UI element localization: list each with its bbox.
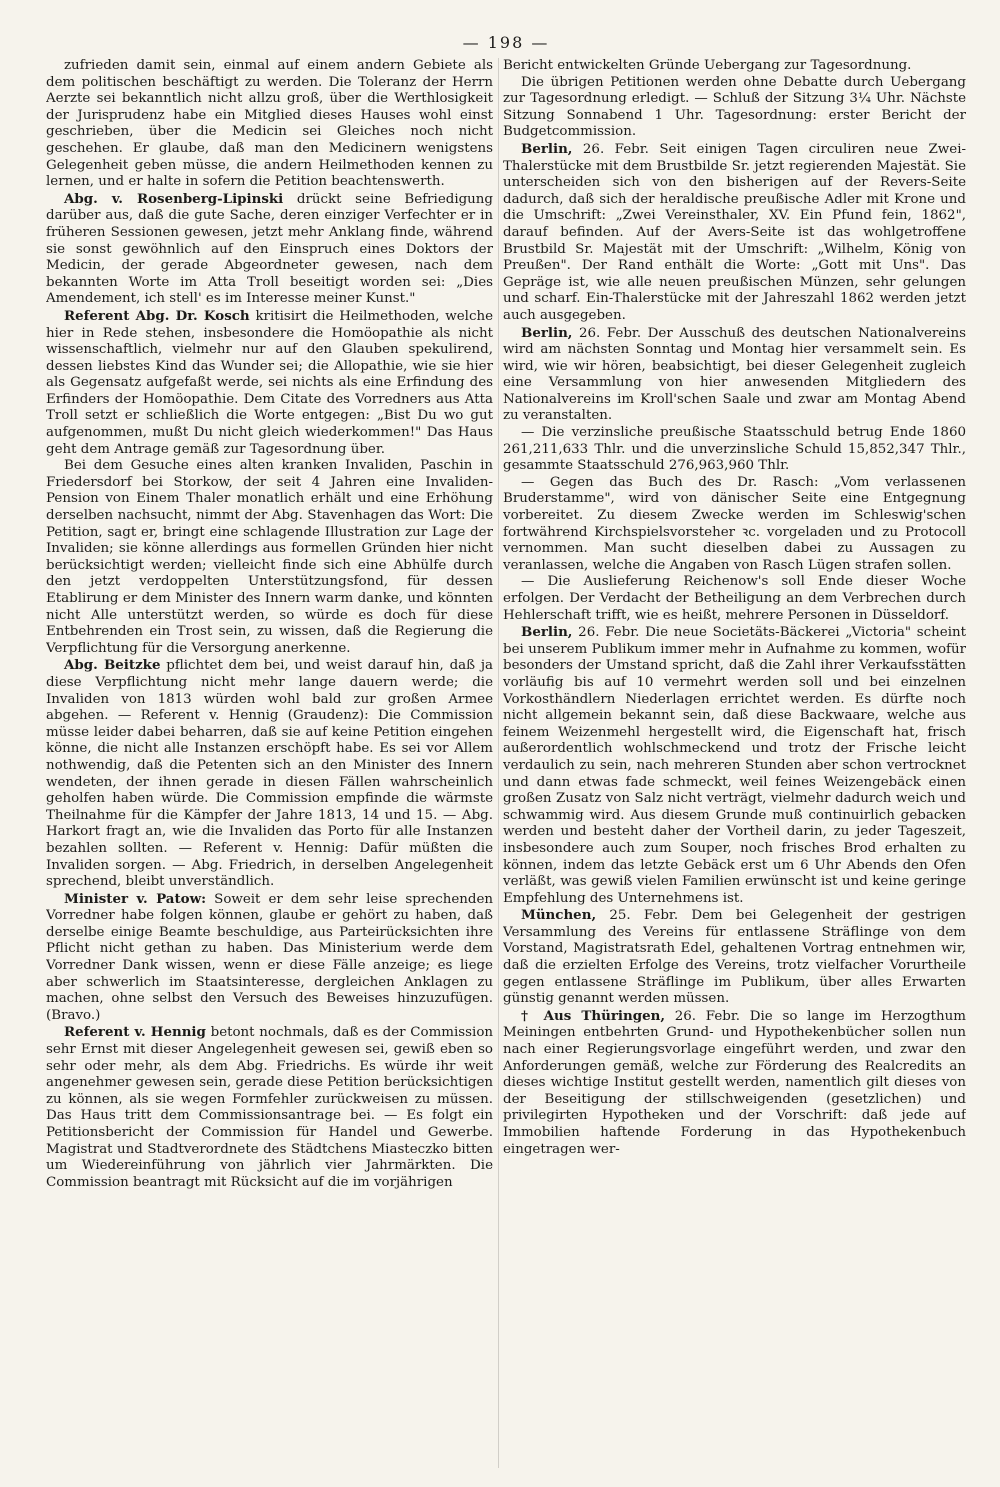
article-paragraph [503,325,966,426]
paragraph-text: 26. Febr. Seit einigen Tagen circuliren neue Zwei-Thalerstücke mit dem Brustbilde Sr. jetzt regierenden Majestät. Sie unterscheiden sich von den bisherigen auf der Revers-Seite dadurch, daß sich der heraldische preußische Adler mit Krone und die Umschrift: „Zwei Vereinsthaler, XV. Ein Pfund fein, 1862", darauf befinden. Auf der Avers-Seite ist das wohlgetroffene Brustbild Sr. Majestät mit der Umschrift: „Wilhelm, König von Preußen". Der Rand enthält die Worte: „Gott mit Uns". Das Gepräge ist, wie alle neuen preußischen Münzen, sehr gelungen und scharf. Ein-Thalerstücke mit der Jahreszahl 1862 werden jetzt auch ausgegeben. [503,141,966,323]
right-column [503,58,966,1468]
paragraph-lead: Berlin, [521,324,573,341]
paragraph-text: 26. Febr. Die so lange im Herzogthum Meiningen entbehrten Grund- und Hypothekenbücher sollen nun nach einer Regierungsvorlage eingeführt werden, und zwar den Anforderungen gemäß, welche zur Förderung des Realcredits an dieses wichtige Institut gestellt werden, namentlich gilt dieses von der Beseitigung der stillschweigenden (gesetzlichen) und privilegirten Hypotheken und der Vorschrift: daß jede auf Immobilien haftende Forderung in das Hypothekenbuch eingetragen wer- [503,1008,966,1157]
article-paragraph [503,574,966,624]
text-columns [46,58,966,1468]
article-paragraph [503,75,966,141]
paragraph-text: kritisirt die Heilmethoden, welche hier in Rede stehen, insbesondere die Homöopathie als nicht wissenschaftlich, vielmehr nur auf den Glauben spekulirend, dessen liebstes Kind das Wunder sei; die Allopathie, wie sie hier als Gegensatz aufgefaßt werde, sei nichts als eine Erfindung des Erfinders der Homöopathie. Dem Citate des Vorredners aus Atta Troll setzt er schließlich die Worte entgegen: „Bist Du wo gut aufgenommen, mußt Du nicht gleich wiederkommen!" Das Haus geht dem Antrage gemäß zur Tagesordnung über. [46,308,493,457]
article-paragraph [503,58,966,75]
page-number: — 198 — [462,33,550,52]
paragraph-text: pflichtet dem bei, und weist darauf hin, daß ja diese Verpflichtung nicht mehr lange dauern werde; die Invaliden von 1813 würden wohl bald zur großen Armee abgehen. — Referent v. Hennig (Graudenz): Die Commission müsse leider dabei beharren, daß sie auf keine Petition eingehen könne, die nicht alle Instanzen erschöpft habe. Es sei vor Allem nothwendig, daß die Petenten sich an den Minister des Innern wendeten, der ihnen gerade in diesen Fällen wahrscheinlich geholfen haben würde. Die Commission empfinde die wärmste Theilnahme für die Kämpfer der Jahre 1813, 14 und 15. — Abg. Harkort fragt an, wie die Invaliden das Porto für alle Instanzen bezahlen sollten. — Referent v. Hennig: Dafür müßten die Invaliden sorgen. — Abg. Friedrich, in derselben Angelegenheit sprechend, bleibt unverständlich. [46,658,493,890]
article-paragraph [503,624,966,907]
article-paragraph [46,891,493,1025]
article-paragraph [503,1008,966,1158]
article-paragraph [503,907,966,1008]
paragraph-text: 26. Febr. Die neue Societäts-Bäckerei „Victoria" scheint bei unserem Publikum immer mehr in Aufnahme zu kommen, wofür besonders der Umstand spricht, daß die Zahl ihrer Verkaufsstätten vorläufig bis auf 10 vermehrt werden soll und bei einzelnen Vorkosthändlern Niederlagen errichtet werden. Es dürfte noch nicht allgemein bekannt sein, daß diese Backwaare, welche aus feinem Weizenmehl hergestellt wird, die Eigenschaft hat, frisch außerordentlich wohlschmeckend und trotz der Frische leicht verdaulich zu sein, nach mehreren Stunden aber schon vertrocknet und dann etwas fade schmeckt, weil feines Weizengebäck einen großen Zusatz von Salz nicht verträgt, vielmehr dadurch weich und schwammig wird. Aus diesem Grunde muß continuirlich gebacken werden und besteht daher der Vortheil darin, zu jeder Tageszeit, insbesondere auch zum Souper, noch frisches Brod erhalten zu können, indem das letzte Gebäck erst um 6 Uhr Abends den Ofen verläßt, was gewiß vielen Familien erwünscht ist und keine geringe Empfehlung des Unternehmens ist. [503,625,966,906]
paragraph-lead: Minister v. Patow: [64,890,207,907]
paragraph-lead: Abg. v. Rosenberg-Lipinski [64,190,284,207]
paragraph-text: Soweit er dem sehr leise sprechenden Vorredner habe folgen können, glaube er gehört zu haben, daß derselbe einige Beamte beschuldige, aus Parteirücksichten ihre Pflicht nicht gethan zu haben. Das Ministerium werde dem Vorredner Dank wissen, wenn er diese Fälle anzeige; es liege aber schwerlich im Staatsinteresse, dergleichen Anklagen zu machen, ohne selbst den Versuch des Beweises hinzuzufügen. (Bravo.) [46,891,493,1023]
paragraph-lead: Berlin, [521,624,573,641]
paragraph-text: Bei dem Gesuche eines alten kranken Invaliden, Paschin in Friedersdorf bei Storkow, der seit 4 Jahren eine Invaliden-Pension von Einem Thaler monatlich erhält und eine Erhöhung derselben nachsucht, nimmt der Abg. Stavenhagen das Wort: Die Petition, sagt er, bringt eine schlagende Illustration zur Lage der Invaliden; sie könne allerdings aus formellen Gründen hier nicht berücksichtigt werden; vielleicht finde sich eine Abhülfe durch den jetzt verdoppelten Unterstützungsfond, für dessen Etablirung er dem Minister des Innern warm danke, und könnten nicht Alle unterstützt werden, so würde es doch für diese Entbehrenden ein Trost sein, zu wissen, daß die Regierung die Verpflichtung für die Versorgung anerkenne. [46,458,493,656]
article-paragraph [503,425,966,475]
article-paragraph [46,458,493,657]
paragraph-lead: Referent v. Hennig [64,1024,206,1041]
paragraph-lead: München, [521,907,597,924]
paragraph-text: Die übrigen Petitionen werden ohne Debatte durch Uebergang zur Tagesordnung erledigt. — Schluß der Sitzung 3¼ Uhr. Nächste Sitzung Sonnabend 1 Uhr. Tagesordnung: erster Bericht der Budgetcommission. [503,74,966,140]
paragraph-text: Bericht entwickelten Gründe Uebergang zur Tagesordnung. [503,58,912,73]
paragraph-text: — Gegen das Buch des Dr. Rasch: „Vom verlassenen Bruderstamme", wird von dänischer Seite eine Entgegnung vorbereitet. Zu diesem Zwecke werden im Schleswig'schen fortwährend Kirchspielsvorsteher ꝛc. vorgeladen und zu Protocoll vernommen. Man sucht dieselben dabei zu Aussagen zu veranlassen, welche die Angaben von Rasch Lügen strafen sollen. [503,474,966,573]
paragraph-text: 25. Febr. Dem bei Gelegenheit der gestrigen Versammlung des Vereins für entlassene Sträflinge von dem Vorstand, Magistratsrath Edel, gehaltenen Vortrag entnehmen wir, daß die erzielten Erfolge des Vereins, trotz vielfacher Vorurtheile gegen entlassene Sträflinge im Publikum, über alles Erwarten günstig genannt werden müssen. [503,908,966,1007]
paragraph-text: drückt seine Befriedigung darüber aus, daß die gute Sache, deren einziger Verfechter er in früheren Sessionen gewesen, jetzt mehr Anklang finde, während sie sonst gewöhnlich auf den Einspruch eines Doktors der Medicin, der gerade Abgeordneter gewesen, nach dem bekannten Worte im Atta Troll beseitigt worden sei: „Dies Amendement, ich stell' es im Interesse meiner Kunst." [46,191,493,307]
paragraph-lead: † Aus Thüringen, [521,1007,666,1024]
paragraph-text: — Die verzinsliche preußische Staatsschuld betrug Ende 1860 261,211,633 Thlr. und die unverzinsliche Schuld 15,852,347 Thlr., gesammte Staatsschuld 276,963,960 Thlr. [503,425,966,474]
article-paragraph [46,191,493,308]
paragraph-text: 26. Febr. Der Ausschuß des deutschen Nationalvereins wird am nächsten Sonntag und Montag hier versammelt sein. Es wird, wie wir hören, beabsichtigt, bei dieser Gelegenheit zugleich eine Versammlung von hier anwesenden Mitgliedern des Nationalvereins im Kroll'schen Saale und zwar am Montag Abend zu veranstalten. [503,325,966,424]
paragraph-text: zufrieden damit sein, einmal auf einem andern Gebiete als dem politischen beschäftigt zu werden. Die Toleranz der Herrn Aerzte sei bekanntlich nicht allzu groß, über die Werthlosigkeit der Jurisprudenz habe ein Mitglied dieses Hauses wohl einst geschrieben, über die Medicin sei Gleiches noch nicht geschehen. Er glaube, daß man den Medicinern wenigstens Gelegenheit geben müsse, die andern Heilmethoden kennen zu lernen, und er halte in sofern die Petition beachtenswerth. [46,58,493,190]
paragraph-text: — Die Auslieferung Reichenow's soll Ende dieser Woche erfolgen. Der Verdacht der Betheiligung an dem Verbrechen durch Hehlerschaft trifft, wie es heißt, mehrere Personen in Düsseldorf. [503,574,966,623]
paragraph-lead: Berlin, [521,140,573,157]
left-column [46,58,493,1468]
paragraph-lead: Abg. Beitzke [64,657,161,674]
article-paragraph [46,657,493,890]
paragraph-text: betont nochmals, daß es der Commission sehr Ernst mit dieser Angelegenheit gewesen sei, gewiß eben so sehr oder mehr, als dem Abg. Friedrichs. Es würde ihr weit angenehmer gewesen sein, gerade diese Petition berücksichtigen zu können, als sie wegen Formfehler zurückweisen zu müssen. Das Haus tritt dem Commissionsantrage bei. — Es folgt ein Petitionsbericht der Commission für Handel und Gewerbe. Magistrat und Stadtverordnete des Städtchens Miasteczko bitten um Wiedereinführung von jährlich vier Jahrmärkten. Die Commission beantragt mit Rücksicht auf die im vorjährigen [46,1025,493,1190]
column-divider [498,58,499,1468]
article-paragraph [46,308,493,458]
paragraph-lead: Referent Abg. Dr. Kosch [64,307,250,324]
article-paragraph [46,1024,493,1191]
article-paragraph [46,58,493,191]
article-paragraph [503,475,966,575]
article-paragraph [503,141,966,325]
